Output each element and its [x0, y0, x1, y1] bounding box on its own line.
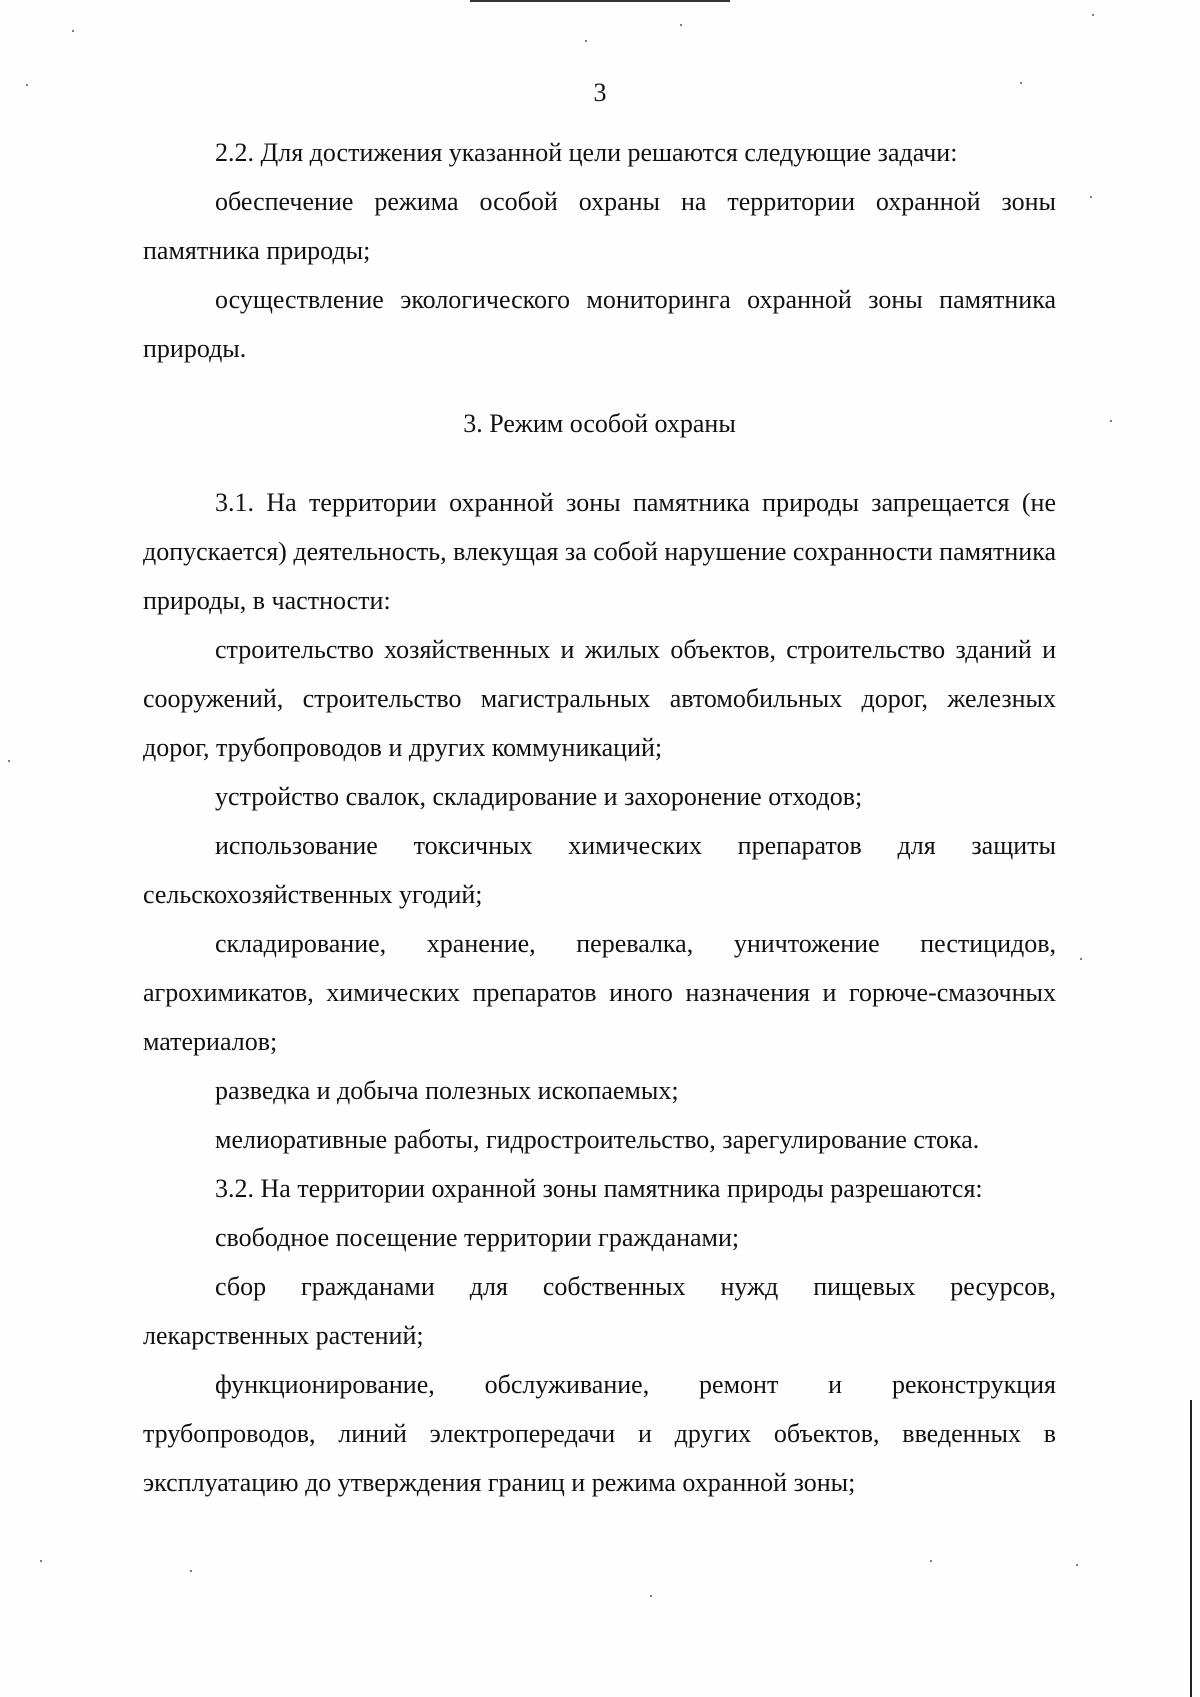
- page-number: 3: [593, 78, 607, 107]
- permitted-item: сбор гражданами для собственных нужд пищевых ресурсов, лекарственных растений;: [143, 1272, 1056, 1350]
- scan-speck: [680, 24, 682, 26]
- clause-3-2-intro: 3.2. На территории охранной зоны памятника природы разрешаются:: [215, 1174, 983, 1203]
- prohibited-item: строительство хозяйственных и жилых объектов, строительство зданий и сооружений, строительство магистральных автомобильных дорог, железных дорог, трубопроводов и других коммуникаций;: [143, 635, 1056, 762]
- scan-speck: [650, 1595, 652, 1597]
- prohibited-item: разведка и добыча полезных ископаемых;: [215, 1076, 679, 1105]
- scan-speck: [190, 1570, 192, 1572]
- section-2-2-intro: 2.2. Для достижения указанной цели решаются следующие задачи:: [215, 138, 958, 167]
- scan-edge-mark: [1190, 1400, 1192, 1697]
- clause-3-1-intro: 3.1. На территории охранной зоны памятника природы запрещается (не допускается) деятельность, влекущая за собой нарушение сохранности памятника природы, в частности:: [143, 488, 1056, 615]
- permitted-item: свободное посещение территории гражданами;: [215, 1223, 740, 1252]
- scan-speck: [72, 30, 74, 32]
- task-item: осуществление экологического мониторинга охранной зоны памятника природы.: [143, 285, 1056, 363]
- scan-speck: [40, 1560, 42, 1562]
- prohibited-item: использование токсичных химических препаратов для защиты сельскохозяйственных угодий;: [143, 831, 1056, 909]
- prohibited-item: устройство свалок, складирование и захоронение отходов;: [215, 782, 863, 811]
- document-body: [143, 128, 1056, 1507]
- permitted-item: функционирование, обслуживание, ремонт и реконструкция трубопроводов, линий электропередачи и других объектов, введенных в эксплуатацию до утверждения границ и режима охранной зоны;: [143, 1370, 1056, 1497]
- section-3-heading: 3. Режим особой охраны: [463, 409, 736, 438]
- scan-speck: [1080, 958, 1082, 960]
- scan-speck: [8, 760, 10, 762]
- scan-speck: [1076, 1564, 1078, 1566]
- scan-speck: [930, 1560, 932, 1562]
- scan-speck: [1090, 196, 1092, 198]
- prohibited-item: мелиоративные работы, гидростроительство, зарегулирование стока.: [215, 1125, 980, 1154]
- scan-speck: [585, 40, 587, 42]
- scan-edge-mark: [470, 0, 730, 2]
- prohibited-item: складирование, хранение, перевалка, уничтожение пестицидов, агрохимикатов, химических препаратов иного назначения и горюче-смазочных материалов;: [143, 929, 1056, 1056]
- task-item: обеспечение режима особой охраны на территории охранной зоны памятника природы;: [143, 187, 1056, 265]
- scan-speck: [1110, 420, 1112, 422]
- scan-speck: [1092, 14, 1094, 16]
